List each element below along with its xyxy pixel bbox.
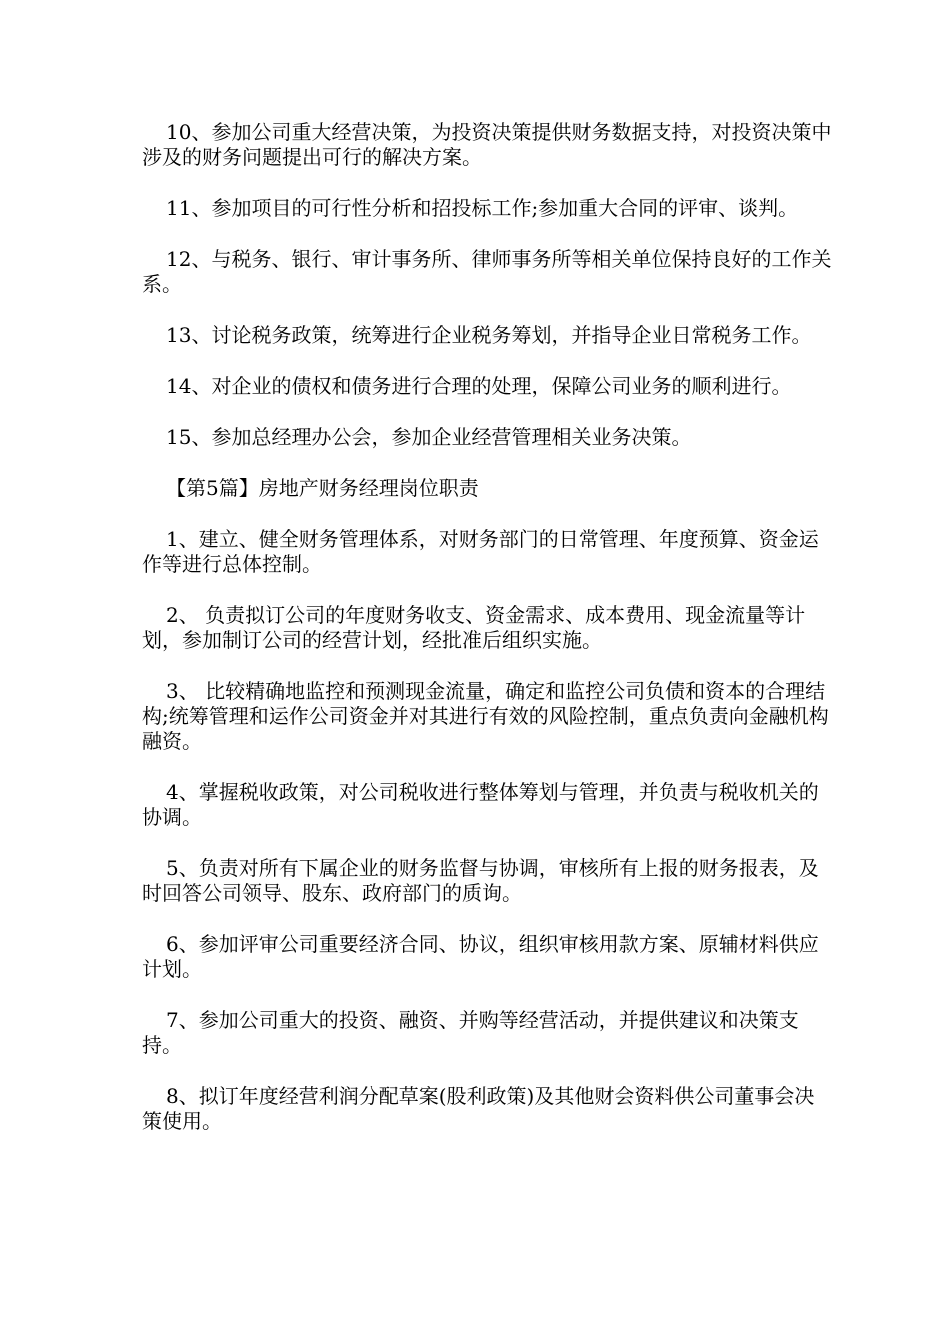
paragraph-item-10: 10、参加公司重大经营决策，为投资决策提供财务数据支持，对投资决策中涉及的财务问题提出可行的解决方案。 bbox=[142, 120, 832, 169]
paragraph-item-5: 5、负责对所有下属企业的财务监督与协调，审核所有上报的财务报表，及时回答公司领导、股东、政府部门的质询。 bbox=[142, 856, 819, 905]
paragraph-item-7: 7、参加公司重大的投资、融资、并购等经营活动，并提供建议和决策支持。 bbox=[142, 1008, 799, 1057]
paragraph-item-1: 1、建立、健全财务管理体系，对财务部门的日常管理、年度预算、资金运作等进行总体控制。 bbox=[142, 527, 819, 576]
paragraph-item-14: 14、对企业的债权和债务进行合理的处理，保障公司业务的顺利进行。 bbox=[166, 374, 792, 398]
document-body bbox=[142, 120, 832, 1160]
paragraph-item-3: 3、 比较精确地监控和预测现金流量，确定和监控公司负债和资本的合理结构;统筹管理和运作公司资金并对其进行有效的风险控制，重点负责向金融机构融资。 bbox=[142, 679, 829, 753]
section-heading: 【第5篇】房地产财务经理岗位职责 bbox=[166, 476, 479, 500]
paragraph-item-13: 13、讨论税务政策，统筹进行企业税务筹划，并指导企业日常税务工作。 bbox=[166, 323, 812, 347]
paragraph-item-2: 2、 负责拟订公司的年度财务收支、资金需求、成本费用、现金流量等计划，参加制订公司的经营计划，经批准后组织实施。 bbox=[142, 603, 806, 652]
paragraph-item-11: 11、参加项目的可行性分析和招投标工作;参加重大合同的评审、谈判。 bbox=[166, 196, 799, 220]
paragraph-item-15: 15、参加总经理办公会，参加企业经营管理相关业务决策。 bbox=[166, 425, 692, 449]
paragraph-item-4: 4、掌握税收政策，对公司税收进行整体筹划与管理，并负责与税收机关的协调。 bbox=[142, 780, 819, 829]
paragraph-item-6: 6、参加评审公司重要经济合同、协议，组织审核用款方案、原辅材料供应计划。 bbox=[142, 932, 819, 981]
paragraph-item-12: 12、与税务、银行、审计事务所、律师事务所等相关单位保持良好的工作关系。 bbox=[142, 247, 832, 296]
paragraph-item-8: 8、拟订年度经营利润分配草案(股利政策)及其他财会资料供公司董事会决策使用。 bbox=[142, 1084, 815, 1133]
